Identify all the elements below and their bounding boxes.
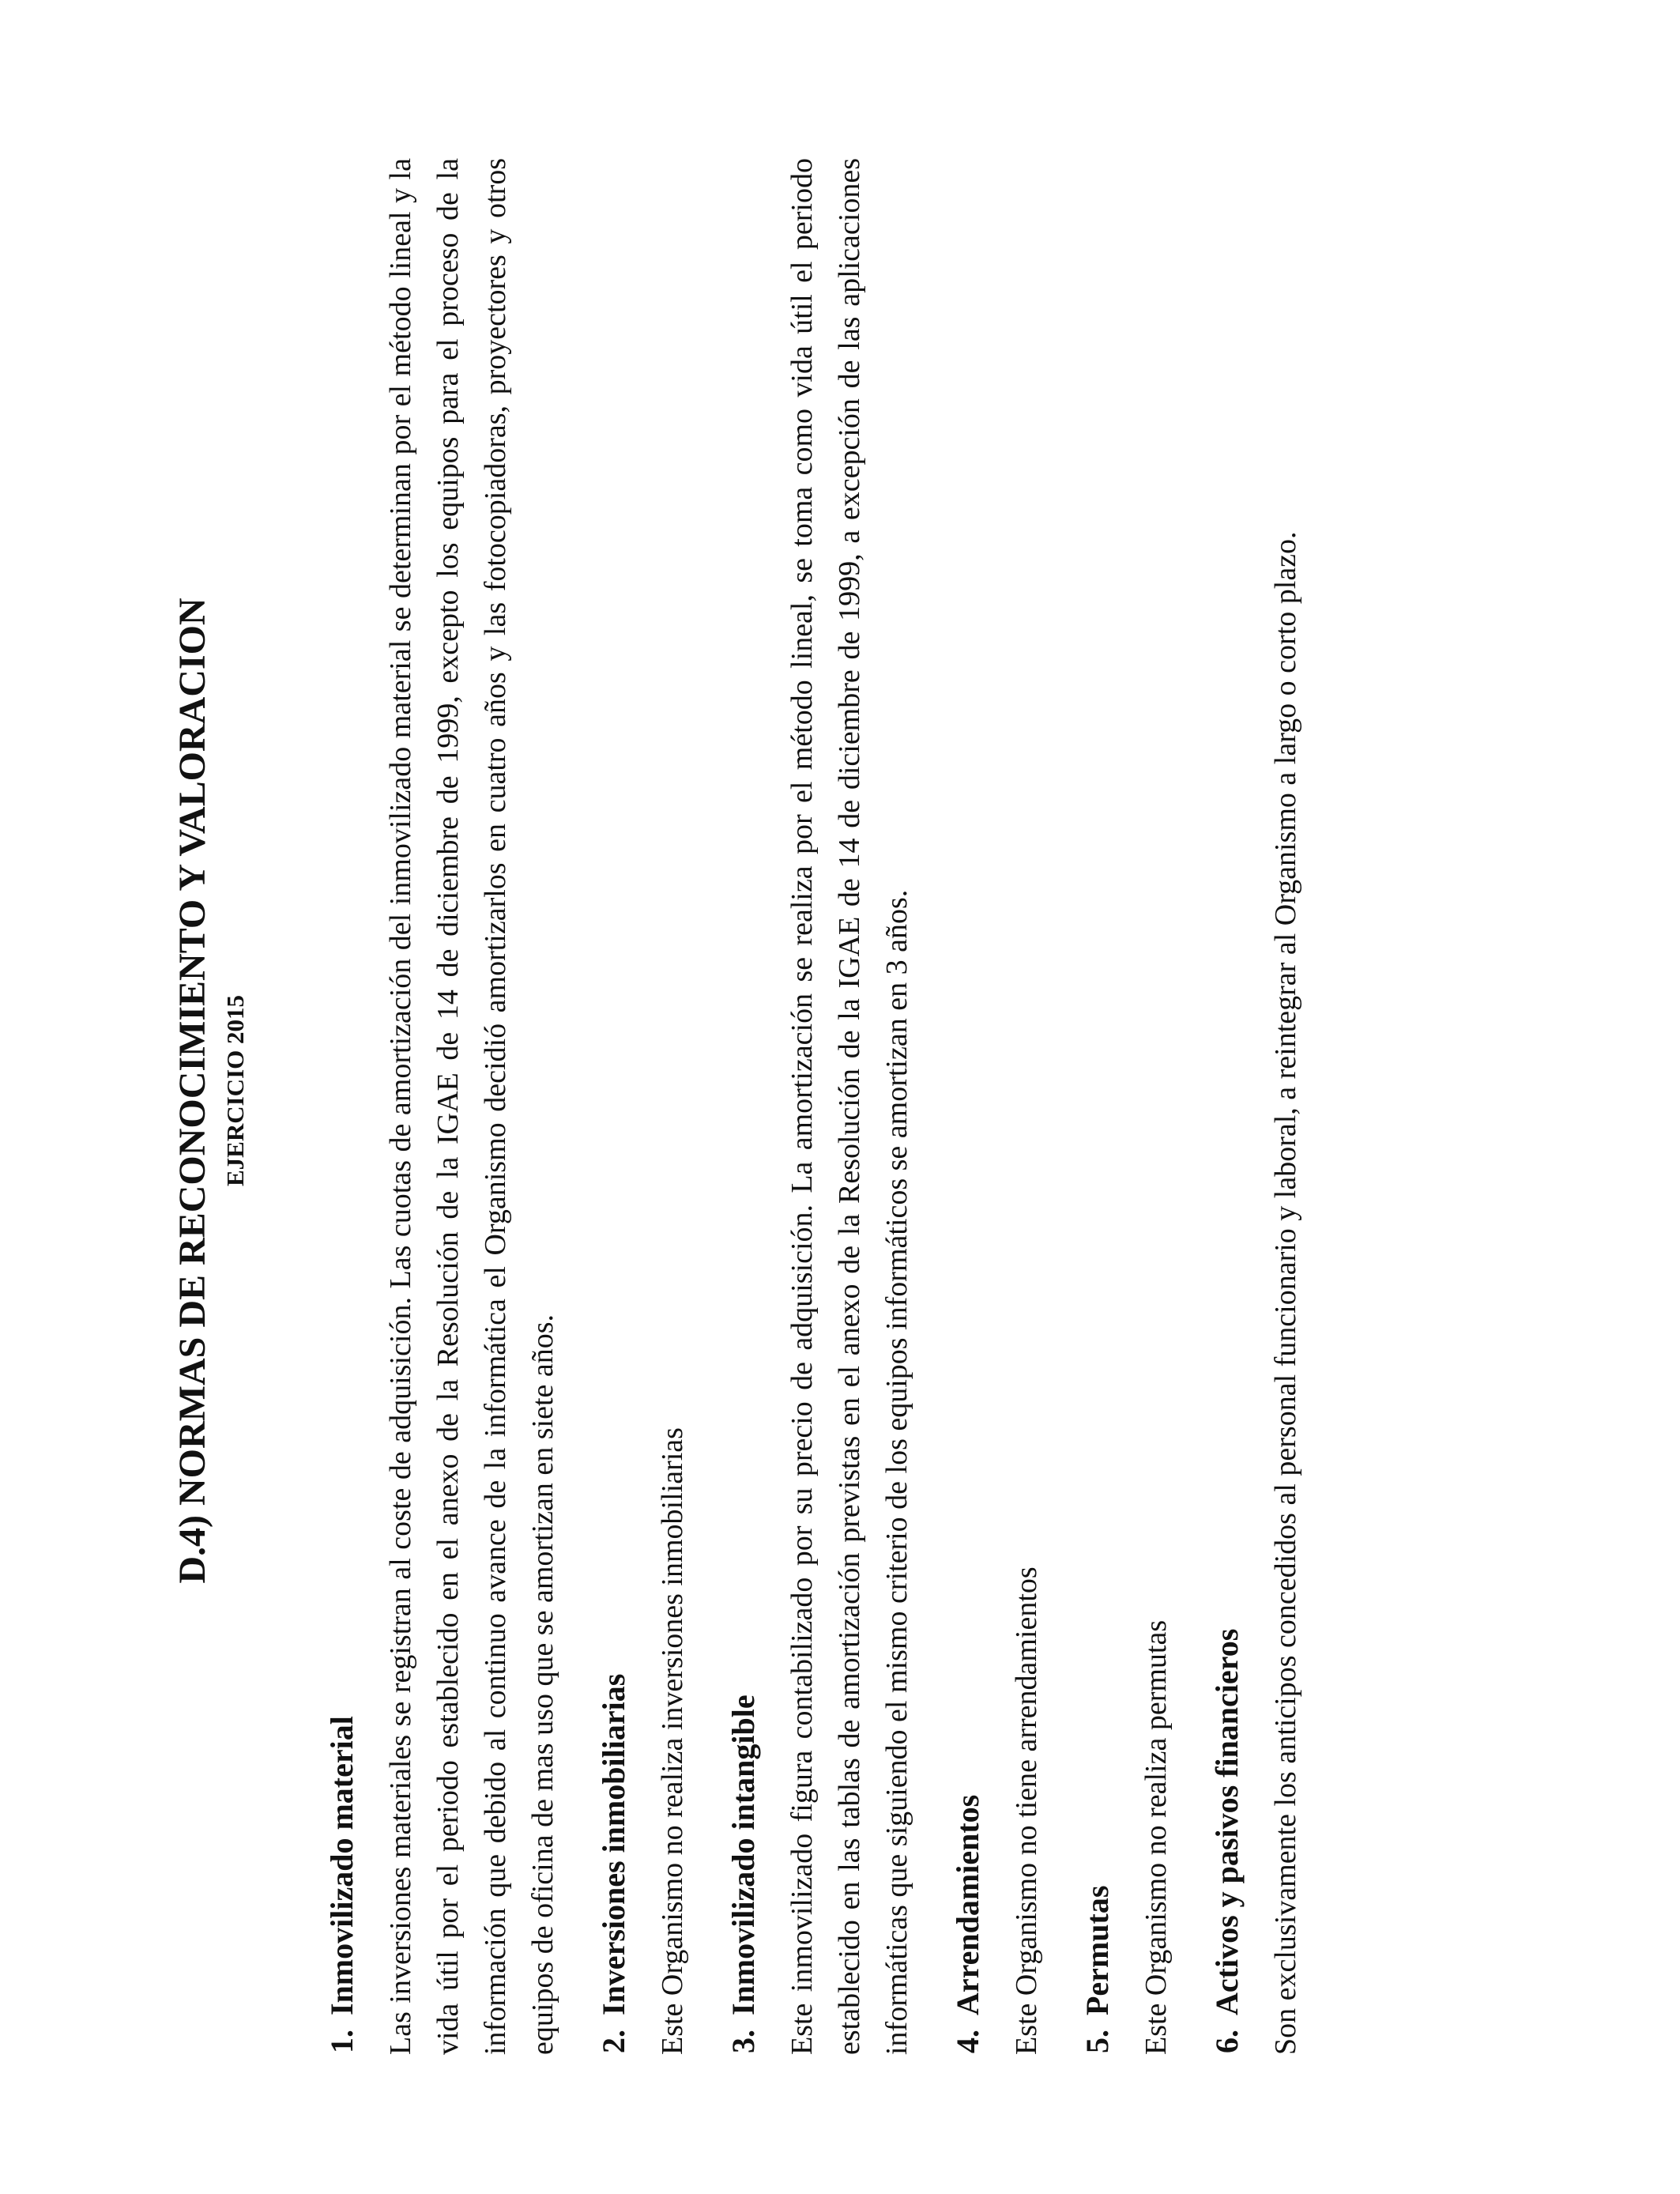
- section-number: 2.: [596, 2030, 631, 2053]
- section-title: Inversiones inmobiliarias: [596, 1673, 631, 2015]
- document-title: D.4) NORMAS DE RECONOCIMIENTO Y VALORACION: [171, 598, 213, 1584]
- section-inmovilizado-intangible: [725, 158, 921, 2055]
- section-heading: [1079, 158, 1115, 2053]
- document-subtitle: EJERCICIO 2015: [221, 995, 249, 1187]
- section-title: Permutas: [1079, 1885, 1115, 2015]
- section-paragraph: Este Organismo no tiene arrendamientos: [1010, 1566, 1043, 2055]
- section-permutas: [1079, 158, 1180, 2055]
- section-number: 5.: [1079, 2030, 1115, 2053]
- section-number: 6.: [1209, 2030, 1245, 2053]
- section-inmovilizado-material: [326, 158, 567, 2055]
- section-paragraph: Este inmovilizado figura contabilizado por su precio de adquisición. La amortización se realiza por el método lineal, se toma como vida útil el periodo establecido en las tablas de amortización previstas en el anexo de la Resolución de la IGAE de 14 de diciembre de 1999, a excepción de las aplicaciones informáticas que siguiendo el mismo criterio de los equipos informáticos se amortizan en 3 años.: [785, 158, 913, 2055]
- section-activos-pasivos-financieros: [1211, 158, 1309, 2055]
- section-title: Arrendamientos: [950, 1794, 985, 2015]
- section-heading: [598, 158, 630, 2053]
- section-arrendamientos: [952, 158, 1050, 2055]
- section-number: 1.: [324, 2030, 360, 2053]
- section-heading: [326, 158, 358, 2053]
- section-number: 3.: [725, 2030, 761, 2053]
- section-heading: [725, 158, 761, 2053]
- section-paragraph: Las inversiones materiales se registran al coste de adquisición. Las cuotas de amortización del inmovilizado material se determinan por el método lineal y la vida útil por el periodo establecido en el anexo de la Resolución de la IGAE de 14 de diciembre de 1999, excepto los equipos para el proceso de la información que debido al continuo avance de la informática el Organismo decidió amortizarlos en cuatro años y las fotocopiadoras, proyectores y otros equipos de oficina de mas uso que se amortizan en siete años.: [384, 158, 559, 2055]
- section-paragraph: Este Organismo no realiza permutas: [1139, 1619, 1173, 2055]
- sections-container: [326, 126, 1309, 2055]
- section-number: 4.: [950, 2030, 985, 2053]
- section-paragraph: Son exclusivamente los anticipos concedidos al personal funcionario y laboral, a reintegrar al Organismo a largo o corto plazo.: [1269, 531, 1302, 2055]
- section-heading: [952, 158, 984, 2053]
- section-paragraph: Este Organismo no realiza inversiones inmobiliarias: [656, 1427, 689, 2055]
- section-title: Inmovilizado intangible: [725, 1695, 761, 2015]
- rotated-document-page: [63, 126, 1612, 2055]
- section-title: Activos y pasivos financieros: [1209, 1628, 1245, 2015]
- section-heading: [1211, 158, 1243, 2053]
- section-inversiones-inmobiliarias: [598, 158, 696, 2055]
- section-title: Inmovilizado material: [324, 1716, 360, 2015]
